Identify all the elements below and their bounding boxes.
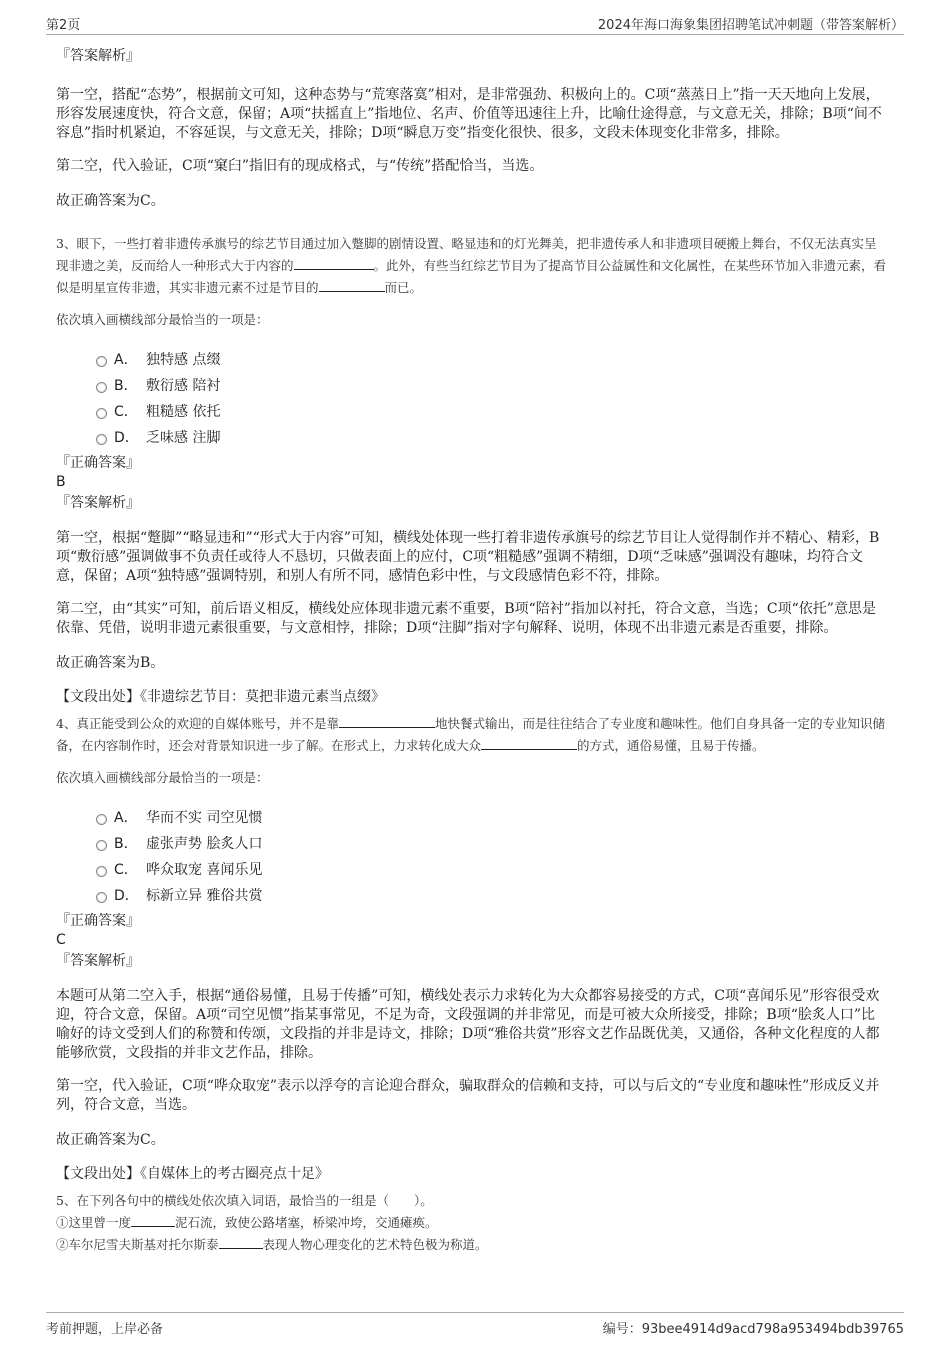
option-b[interactable]: B． 虚张声势 脍炙人口 (96, 831, 888, 857)
option-a[interactable]: A． 华而不实 司空见惯 (96, 805, 888, 831)
code-label: 编号： (602, 1322, 642, 1337)
correct-answer: B (56, 474, 66, 490)
page-footer (46, 1312, 904, 1339)
fill-blank (219, 1236, 263, 1249)
stem-text: 。此外，有些当红综艺节目为了提高节目公益属性和文化属性，在某些环节加入非遗元素，看似是明星宣传非遗，其实非遗元素不过是节目的 (56, 258, 887, 295)
document-title: 2024年海口海象集团招聘笔试冲刺题（带答案解析） (597, 18, 904, 33)
question-instruction: 依次填入画横线部分最恰当的一项是： (56, 770, 269, 785)
radio-icon[interactable] (96, 408, 107, 419)
radio-icon[interactable] (96, 382, 107, 393)
option-c[interactable]: C． 哗众取宠 喜闻乐见 (96, 857, 888, 883)
option-list (96, 347, 888, 451)
option-b[interactable]: B． 敷衍感 陪衬 (96, 373, 888, 399)
code-value: 93bee4914d9acd798a953494bdb39765 (641, 1322, 904, 1337)
analysis-tag: 『答案解析』 (56, 953, 140, 969)
question-stem (56, 713, 888, 757)
option-d[interactable]: D． 乏味感 注脚 (96, 425, 888, 451)
stem-text: 4、真正能受到公众的欢迎的自媒体账号，并不是靠 (56, 716, 339, 731)
analysis-tag: 『答案解析』 (56, 495, 140, 511)
fill-blank (319, 279, 385, 292)
analysis-paragraph: 第一空，搭配“态势”，根据前文可知，这种态势与“荒寒落寞”相对，是非常强劲、积极向上的。C项“蒸蒸日上”指一天天地向上发展，形容发展速度快，符合文意，保留；A项“扶摇直上”指地位、名声、价值等迅速往上升，比喻仕途得意，与文意无关，排除；B项“间不容息”指时机紧迫，不容延误，与文意无关，排除；D项“瞬息万变”指变化很快、很多，文段未体现变化非常多，排除。 (56, 87, 882, 141)
analysis-paragraph: 第一空，根据“蹩脚”“略显违和”“形式大于内容”可知，横线处体现一些打着非遗传承旗号的综艺节目让人觉得制作并不精心、精彩，B项“敷衍感”强调做事不负责任或待人不恳切，只做表面上的应付，C项“粗糙感”强调不精细，D项“乏味感”强调没有趣味，均符合文意，保留；A项“独特感”强调特别，和别人有所不同，感情色彩中性，与文段感情色彩不符，排除。 (56, 530, 880, 584)
fill-blank (481, 737, 577, 750)
stem-text: 3、眼下，一些打着非遗传承旗号的综艺节目通过加入蹩脚的剧情设置、略显违和的灯光舞美，把非遗传承人和非遗项目硬搬上舞台，不仅无法真实呈现非遗之美，反而给人一种形式大于内容的 (56, 236, 877, 273)
analysis-paragraph: 第二空，由“其实”可知，前后语义相反，横线处应体现非遗元素不重要，B项“陪衬”指加以衬托，符合文意，当选；C项“依托”意思是依靠、凭借，说明非遗元素很重要，与文意相悖，排除；D项“注脚”指对字句解释、说明，体现不出非遗元素是否重要，排除。 (56, 601, 876, 636)
page-content (56, 40, 888, 1256)
correct-answer-tag: 『正确答案』 (56, 455, 140, 471)
analysis-tag: 『答案解析』 (56, 48, 140, 64)
answer-conclusion: 故正确答案为C。 (56, 193, 165, 209)
radio-icon[interactable] (96, 814, 107, 825)
document-code (603, 1318, 904, 1337)
question-stem: 5、在下列各句中的横线处依次填入词语，最恰当的一组是（ ）。 (56, 1193, 433, 1208)
page-header (46, 12, 904, 35)
correct-answer: C (56, 932, 66, 948)
page-number: 第2页 (46, 18, 81, 33)
analysis-paragraph: 第二空，代入验证，C项“窠臼”指旧有的现成格式，与“传统”搭配恰当，当选。 (56, 158, 544, 174)
answer-conclusion: 故正确答案为C。 (56, 1132, 165, 1148)
fill-blank (294, 257, 374, 270)
option-d[interactable]: D． 标新立异 雅俗共赏 (96, 883, 888, 909)
option-c[interactable]: C． 粗糙感 依托 (96, 399, 888, 425)
footer-slogan: 考前押题，上岸必备 (46, 1322, 164, 1337)
analysis-paragraph: 本题可从第二空入手，根据“通俗易懂，且易于传播”可知，横线处表示力求转化为大众都容易接受的方式，C项“喜闻乐见”形容很受欢迎，符合文意，保留。A项“司空见惯”指某事常见，不足为奇，文段强调的并非常见，而是可被大众所接受，排除；B项“脍炙人口”比喻好的诗文受到人们的称赞和传颂，文段指的并非是诗文，排除；D项“雅俗共赏”形容文艺作品既优美，又通俗，各种文化程度的人都能够欣赏，文段指的并非文艺作品，排除。 (56, 988, 880, 1061)
radio-icon[interactable] (96, 840, 107, 851)
stem-text: 而已。 (384, 280, 423, 295)
option-list (96, 805, 888, 909)
fill-blank (131, 1214, 175, 1227)
question-instruction: 依次填入画横线部分最恰当的一项是： (56, 312, 269, 327)
passage-source: 【文段出处】《非遗综艺节目：莫把非遗元素当点缀》 (56, 689, 385, 705)
answer-conclusion: 故正确答案为B。 (56, 655, 165, 671)
question-stem (56, 233, 888, 299)
radio-icon[interactable] (96, 434, 107, 445)
passage-source: 【文段出处】《自媒体上的考古圈亮点十足》 (56, 1166, 329, 1182)
radio-icon[interactable] (96, 866, 107, 877)
correct-answer-tag: 『正确答案』 (56, 913, 140, 929)
radio-icon[interactable] (96, 892, 107, 903)
sentence-item: ②车尔尼雪夫斯基对托尔斯泰 表现人物心理变化的艺术特色极为称道。 (56, 1237, 488, 1252)
sentence-item: ①这里曾一度 泥石流，致使公路堵塞，桥梁冲垮，交通瘫痪。 (56, 1215, 438, 1230)
stem-text: 地快餐式输出，而是往往结合了专业度和趣味性。他们自身具备一定的专业知识储备，在内容制作时，还会对背景知识进一步了解。在形式上，力求转化成大众 (56, 716, 885, 753)
stem-text: 的方式，通俗易懂，且易于传播。 (577, 738, 765, 753)
option-a[interactable]: A． 独特感 点缀 (96, 347, 888, 373)
analysis-paragraph: 第一空，代入验证，C项“哗众取宠”表示以浮夸的言论迎合群众，骗取群众的信赖和支持，可以与后文的“专业度和趣味性”形成反义并列，符合文意，当选。 (56, 1078, 880, 1113)
radio-icon[interactable] (96, 356, 107, 367)
fill-blank (339, 715, 435, 728)
